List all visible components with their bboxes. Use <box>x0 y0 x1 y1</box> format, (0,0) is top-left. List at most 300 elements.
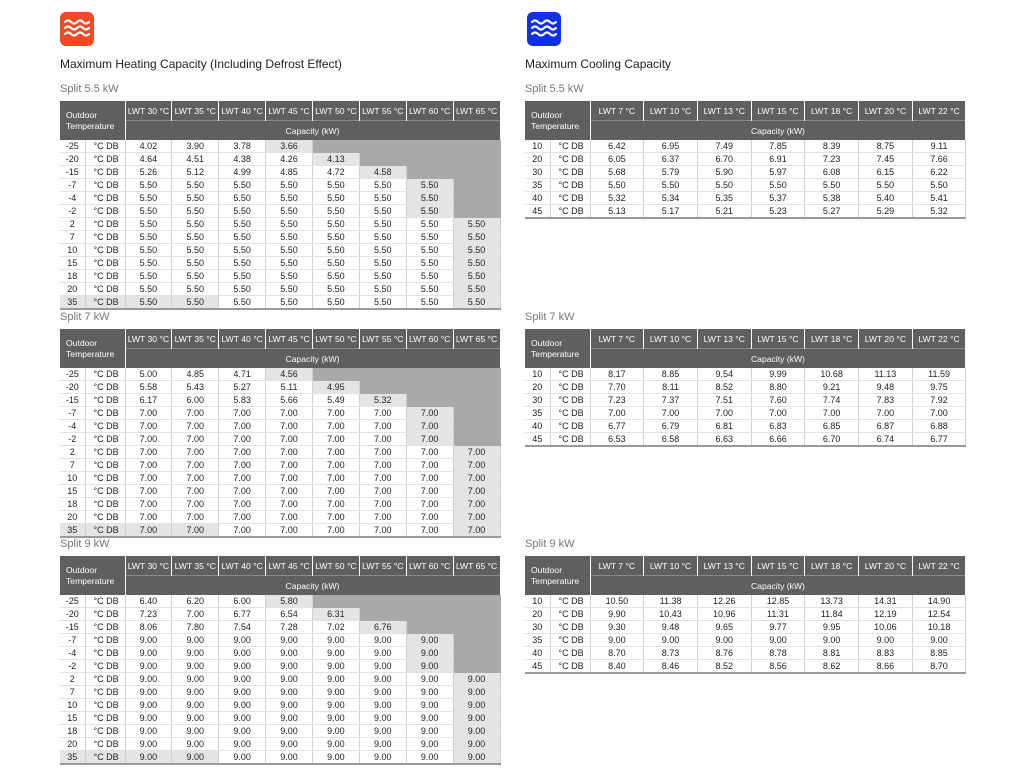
capacity-cell: 7.00 <box>219 511 266 524</box>
lwt-column-header: LWT 35 °C <box>172 556 219 576</box>
outdoor-temperature-header <box>525 101 590 140</box>
capacity-cell: 9.95 <box>805 621 859 634</box>
capacity-cell: 8.66 <box>859 660 913 674</box>
capacity-cell: 7.00 <box>406 459 453 472</box>
cooling-waves-icon <box>527 12 561 46</box>
capacity-cell: 9.00 <box>266 751 313 765</box>
capacity-cell: 6.77 <box>590 420 644 433</box>
capacity-cell: 6.58 <box>644 433 698 447</box>
capacity-cell: 7.00 <box>453 459 500 472</box>
lwt-column-header: LWT 10 °C <box>644 556 698 576</box>
capacity-cell: 7.00 <box>125 498 172 511</box>
capacity-cell: 6.95 <box>644 140 698 153</box>
heating-table-2-title: Split 7 kW <box>60 311 110 323</box>
unit-cell: °C DB <box>85 524 125 538</box>
capacity-cell: 7.00 <box>266 524 313 538</box>
lwt-column-header: LWT 10 °C <box>644 101 698 121</box>
capacity-cell: 8.78 <box>751 647 805 660</box>
capacity-cell: 5.27 <box>805 205 859 219</box>
outdoor-temp-cell: 10 <box>525 595 550 608</box>
capacity-cell: 5.50 <box>125 179 172 192</box>
capacity-cell: 7.00 <box>219 524 266 538</box>
table-row <box>60 394 500 407</box>
capacity-cell: 9.00 <box>406 712 453 725</box>
capacity-cell: 6.91 <box>751 153 805 166</box>
capacity-cell: 5.26 <box>125 166 172 179</box>
capacity-cell: 5.79 <box>644 166 698 179</box>
capacity-cell: 5.50 <box>266 218 313 231</box>
capacity-cell: 5.50 <box>313 270 360 283</box>
unit-cell: °C DB <box>85 381 125 394</box>
capacity-cell: 9.00 <box>406 751 453 765</box>
capacity-cell: 9.75 <box>912 381 966 394</box>
capacity-cell: 6.85 <box>805 420 859 433</box>
capacity-cell: 5.83 <box>219 394 266 407</box>
capacity-cell: 12.19 <box>859 608 913 621</box>
outdoor-temp-cell: 10 <box>525 368 550 381</box>
capacity-cell: 9.00 <box>172 660 219 673</box>
table-row <box>525 179 966 192</box>
heating-table-split-9 <box>60 556 501 765</box>
capacity-cell <box>406 608 453 621</box>
table-row <box>60 381 500 394</box>
capacity-cell: 7.00 <box>313 420 360 433</box>
capacity-cell: 12.54 <box>912 608 966 621</box>
capacity-cell: 7.00 <box>266 446 313 459</box>
capacity-cell: 7.00 <box>172 498 219 511</box>
unit-cell: °C DB <box>85 738 125 751</box>
capacity-cell: 9.00 <box>359 647 406 660</box>
capacity-cell: 7.00 <box>453 446 500 459</box>
capacity-cell: 6.05 <box>590 153 644 166</box>
table-row <box>60 270 500 283</box>
capacity-cell: 5.50 <box>359 179 406 192</box>
capacity-cell: 9.00 <box>219 673 266 686</box>
unit-cell: °C DB <box>550 381 590 394</box>
lwt-column-header: LWT 13 °C <box>697 101 751 121</box>
outdoor-temp-cell: 35 <box>60 751 85 765</box>
outdoor-temp-cell: 35 <box>60 296 85 310</box>
capacity-cell: 4.38 <box>219 153 266 166</box>
capacity-cell: 3.66 <box>266 140 313 153</box>
capacity-cell <box>453 608 500 621</box>
capacity-cell: 9.00 <box>751 634 805 647</box>
lwt-column-header: LWT 45 °C <box>266 556 313 576</box>
lwt-column-header: LWT 35 °C <box>172 101 219 121</box>
capacity-cell: 5.50 <box>219 257 266 270</box>
capacity-cell: 7.00 <box>219 485 266 498</box>
table-row <box>60 712 500 725</box>
capacity-cell: 7.00 <box>406 420 453 433</box>
capacity-cell <box>406 166 453 179</box>
capacity-cell <box>453 140 500 153</box>
capacity-cell: 7.00 <box>219 433 266 446</box>
lwt-column-header: LWT 30 °C <box>125 329 172 349</box>
capacity-cell: 5.50 <box>406 218 453 231</box>
outdoor-temp-cell: -15 <box>60 166 85 179</box>
capacity-cell: 7.00 <box>125 485 172 498</box>
capacity-cell: 5.50 <box>266 270 313 283</box>
capacity-cell: 7.00 <box>219 446 266 459</box>
capacity-cell: 7.00 <box>219 420 266 433</box>
capacity-cell: 5.50 <box>406 231 453 244</box>
capacity-cell: 9.00 <box>219 712 266 725</box>
capacity-cell: 9.00 <box>172 725 219 738</box>
capacity-cell: 9.00 <box>406 673 453 686</box>
capacity-cell: 5.50 <box>172 205 219 218</box>
capacity-cell: 5.37 <box>751 192 805 205</box>
capacity-cell: 7.00 <box>453 485 500 498</box>
outdoor-temperature-header <box>525 329 590 368</box>
capacity-cell: 5.50 <box>453 270 500 283</box>
capacity-cell: 5.50 <box>406 283 453 296</box>
capacity-cell: 9.00 <box>266 647 313 660</box>
outdoor-temperature-header <box>525 556 590 595</box>
capacity-cell: 9.00 <box>125 699 172 712</box>
cooling-table-3-title: Split 9 kW <box>525 538 575 550</box>
capacity-cell: 5.50 <box>359 257 406 270</box>
outdoor-header-line2: Temperature <box>531 120 580 131</box>
capacity-cell <box>406 140 453 153</box>
capacity-cell <box>313 140 360 153</box>
capacity-cell: 9.00 <box>125 738 172 751</box>
capacity-cell: 5.50 <box>266 244 313 257</box>
capacity-cell: 9.11 <box>912 140 966 153</box>
capacity-cell: 11.31 <box>751 608 805 621</box>
capacity-cell: 7.00 <box>313 485 360 498</box>
capacity-cell: 9.00 <box>590 634 644 647</box>
capacity-cell: 7.02 <box>313 621 360 634</box>
capacity-cell: 9.00 <box>313 647 360 660</box>
table-row <box>60 231 500 244</box>
capacity-cell: 7.00 <box>859 407 913 420</box>
table-row <box>60 459 500 472</box>
outdoor-header-line2: Temperature <box>531 575 580 586</box>
capacity-cell: 9.00 <box>644 634 698 647</box>
capacity-cell: 8.81 <box>805 647 859 660</box>
unit-cell: °C DB <box>550 407 590 420</box>
capacity-cell: 9.00 <box>406 660 453 673</box>
capacity-cell: 8.83 <box>859 647 913 660</box>
outdoor-header-line1: Outdoor <box>531 564 563 575</box>
capacity-cell: 9.00 <box>453 673 500 686</box>
capacity-cell: 5.50 <box>751 179 805 192</box>
outdoor-temp-cell: 18 <box>60 498 85 511</box>
capacity-cell: 9.00 <box>313 686 360 699</box>
capacity-cell: 7.00 <box>219 459 266 472</box>
unit-cell: °C DB <box>85 231 125 244</box>
lwt-column-header: LWT 40 °C <box>219 556 266 576</box>
capacity-cell: 7.00 <box>453 511 500 524</box>
capacity-cell <box>359 381 406 394</box>
unit-cell: °C DB <box>550 433 590 447</box>
capacity-cell: 7.00 <box>359 420 406 433</box>
capacity-cell: 9.00 <box>313 712 360 725</box>
capacity-cell: 5.50 <box>359 192 406 205</box>
capacity-cell: 7.00 <box>172 485 219 498</box>
outdoor-header-line2: Temperature <box>531 348 580 359</box>
capacity-cell: 7.00 <box>406 446 453 459</box>
table-row <box>60 699 500 712</box>
table-row <box>60 420 500 433</box>
outdoor-temp-cell: 20 <box>525 153 550 166</box>
capacity-cell: 9.00 <box>219 751 266 765</box>
table-row <box>60 673 500 686</box>
capacity-cell: 7.70 <box>590 381 644 394</box>
outdoor-temp-cell: 45 <box>525 205 550 219</box>
capacity-cell: 11.59 <box>912 368 966 381</box>
table-row <box>525 608 966 621</box>
table-row <box>60 660 500 673</box>
heating-section-title: Maximum Heating Capacity (Including Defrost Effect) <box>60 57 342 71</box>
capacity-cell: 7.00 <box>266 420 313 433</box>
outdoor-header-line1: Outdoor <box>531 109 563 120</box>
unit-cell: °C DB <box>85 153 125 166</box>
capacity-cell: 9.00 <box>125 725 172 738</box>
lwt-column-header: LWT 15 °C <box>751 556 805 576</box>
lwt-column-header: LWT 7 °C <box>590 329 644 349</box>
unit-cell: °C DB <box>550 140 590 153</box>
capacity-cell <box>406 381 453 394</box>
capacity-cell: 10.96 <box>697 608 751 621</box>
capacity-cell: 7.00 <box>172 472 219 485</box>
capacity-cell: 6.83 <box>751 420 805 433</box>
table-row <box>525 407 966 420</box>
capacity-cell: 4.51 <box>172 153 219 166</box>
capacity-cell: 4.58 <box>359 166 406 179</box>
capacity-header: Capacity (kW) <box>125 576 500 596</box>
capacity-cell: 9.00 <box>805 634 859 647</box>
unit-cell: °C DB <box>550 394 590 407</box>
unit-cell: °C DB <box>85 472 125 485</box>
capacity-cell: 5.50 <box>172 296 219 310</box>
capacity-cell: 9.00 <box>125 660 172 673</box>
capacity-cell: 10.68 <box>805 368 859 381</box>
capacity-cell: 9.00 <box>266 699 313 712</box>
capacity-cell: 5.50 <box>219 205 266 218</box>
capacity-cell: 5.21 <box>697 205 751 219</box>
lwt-column-header: LWT 65 °C <box>453 556 500 576</box>
unit-cell: °C DB <box>85 368 125 381</box>
capacity-cell: 7.00 <box>266 459 313 472</box>
capacity-cell: 6.00 <box>219 595 266 608</box>
capacity-cell: 5.50 <box>313 244 360 257</box>
outdoor-temp-cell: 40 <box>525 647 550 660</box>
outdoor-temp-cell: -15 <box>60 394 85 407</box>
heating-table-1-title: Split 5.5 kW <box>60 83 119 95</box>
capacity-cell: 5.50 <box>453 257 500 270</box>
capacity-cell: 7.00 <box>125 420 172 433</box>
table-row <box>60 283 500 296</box>
capacity-cell: 6.08 <box>805 166 859 179</box>
lwt-column-header: LWT 18 °C <box>805 556 859 576</box>
capacity-cell: 9.00 <box>453 686 500 699</box>
table-row <box>60 140 500 153</box>
capacity-cell: 7.00 <box>453 472 500 485</box>
capacity-cell: 9.00 <box>406 686 453 699</box>
table-row <box>525 647 966 660</box>
capacity-cell: 7.00 <box>805 407 859 420</box>
capacity-cell: 5.50 <box>172 283 219 296</box>
capacity-cell: 7.00 <box>644 407 698 420</box>
capacity-cell: 4.72 <box>313 166 360 179</box>
capacity-cell <box>453 621 500 634</box>
capacity-cell: 5.50 <box>125 244 172 257</box>
capacity-cell: 7.00 <box>359 433 406 446</box>
unit-cell: °C DB <box>85 192 125 205</box>
table-row <box>60 621 500 634</box>
capacity-cell <box>359 368 406 381</box>
capacity-cell: 9.00 <box>219 699 266 712</box>
outdoor-temp-cell: -20 <box>60 608 85 621</box>
lwt-column-header: LWT 40 °C <box>219 329 266 349</box>
unit-cell: °C DB <box>85 407 125 420</box>
capacity-cell: 7.83 <box>859 394 913 407</box>
lwt-column-header: LWT 7 °C <box>590 556 644 576</box>
unit-cell: °C DB <box>85 270 125 283</box>
capacity-cell: 6.53 <box>590 433 644 447</box>
capacity-cell: 5.50 <box>219 244 266 257</box>
capacity-cell: 9.65 <box>697 621 751 634</box>
capacity-cell: 9.00 <box>125 673 172 686</box>
capacity-cell: 7.45 <box>859 153 913 166</box>
capacity-cell <box>359 608 406 621</box>
lwt-column-header: LWT 20 °C <box>859 556 913 576</box>
outdoor-temp-cell: 18 <box>60 270 85 283</box>
capacity-cell: 5.41 <box>912 192 966 205</box>
capacity-cell: 9.00 <box>453 751 500 765</box>
capacity-cell: 9.00 <box>125 647 172 660</box>
capacity-cell: 7.00 <box>125 524 172 538</box>
capacity-cell: 9.00 <box>125 712 172 725</box>
unit-cell: °C DB <box>550 608 590 621</box>
capacity-cell: 9.00 <box>859 634 913 647</box>
capacity-cell: 12.85 <box>751 595 805 608</box>
capacity-cell: 9.00 <box>359 751 406 765</box>
capacity-cell: 5.40 <box>859 192 913 205</box>
capacity-cell <box>359 595 406 608</box>
capacity-cell: 5.50 <box>172 257 219 270</box>
table-row <box>525 433 966 447</box>
lwt-column-header: LWT 35 °C <box>172 329 219 349</box>
capacity-cell: 7.80 <box>172 621 219 634</box>
outdoor-temp-cell: 10 <box>525 140 550 153</box>
capacity-cell: 4.64 <box>125 153 172 166</box>
capacity-cell: 5.50 <box>219 192 266 205</box>
capacity-cell: 5.50 <box>266 296 313 310</box>
capacity-cell: 9.00 <box>359 686 406 699</box>
capacity-cell: 5.68 <box>590 166 644 179</box>
lwt-column-header: LWT 10 °C <box>644 329 698 349</box>
unit-cell: °C DB <box>85 498 125 511</box>
capacity-cell <box>359 153 406 166</box>
capacity-cell: 9.30 <box>590 621 644 634</box>
capacity-cell: 5.50 <box>125 231 172 244</box>
capacity-cell: 4.71 <box>219 368 266 381</box>
capacity-cell: 9.00 <box>453 738 500 751</box>
outdoor-header-line2: Temperature <box>66 120 115 131</box>
unit-cell: °C DB <box>85 608 125 621</box>
capacity-cell: 7.00 <box>219 498 266 511</box>
outdoor-temperature-header <box>60 556 125 595</box>
capacity-cell: 7.00 <box>590 407 644 420</box>
capacity-cell: 9.48 <box>644 621 698 634</box>
capacity-cell: 9.00 <box>359 660 406 673</box>
capacity-cell: 12.26 <box>697 595 751 608</box>
capacity-cell: 5.50 <box>125 218 172 231</box>
capacity-cell: 5.50 <box>406 179 453 192</box>
capacity-cell: 7.00 <box>266 485 313 498</box>
capacity-cell: 5.38 <box>805 192 859 205</box>
capacity-cell: 10.18 <box>912 621 966 634</box>
capacity-cell: 9.00 <box>266 712 313 725</box>
capacity-cell: 5.50 <box>644 179 698 192</box>
capacity-cell: 9.00 <box>406 647 453 660</box>
capacity-cell: 7.54 <box>219 621 266 634</box>
capacity-cell: 9.00 <box>219 738 266 751</box>
heating-waves-icon <box>60 12 94 46</box>
capacity-cell <box>453 166 500 179</box>
table-row <box>525 166 966 179</box>
unit-cell: °C DB <box>85 725 125 738</box>
table-row <box>60 595 500 608</box>
capacity-cell: 5.66 <box>266 394 313 407</box>
outdoor-header-line2: Temperature <box>66 575 115 586</box>
capacity-cell: 10.06 <box>859 621 913 634</box>
outdoor-temp-cell: 35 <box>525 407 550 420</box>
lwt-column-header: LWT 22 °C <box>912 329 966 349</box>
capacity-cell: 9.00 <box>313 738 360 751</box>
capacity-cell: 5.11 <box>266 381 313 394</box>
unit-cell: °C DB <box>85 485 125 498</box>
capacity-cell: 6.77 <box>219 608 266 621</box>
outdoor-temp-cell: -7 <box>60 634 85 647</box>
capacity-cell: 5.50 <box>219 283 266 296</box>
outdoor-temp-cell: 2 <box>60 218 85 231</box>
capacity-cell: 5.50 <box>219 296 266 310</box>
capacity-cell: 10.50 <box>590 595 644 608</box>
capacity-cell: 7.85 <box>751 140 805 153</box>
capacity-cell: 5.50 <box>453 283 500 296</box>
capacity-cell <box>453 368 500 381</box>
capacity-cell: 6.31 <box>313 608 360 621</box>
capacity-cell: 5.50 <box>359 205 406 218</box>
capacity-cell <box>453 660 500 673</box>
table-row <box>525 192 966 205</box>
capacity-cell: 5.50 <box>172 270 219 283</box>
capacity-cell: 5.50 <box>859 179 913 192</box>
capacity-cell: 4.56 <box>266 368 313 381</box>
capacity-cell: 5.50 <box>125 296 172 310</box>
capacity-cell: 9.00 <box>219 686 266 699</box>
cooling-section-title: Maximum Cooling Capacity <box>525 57 672 71</box>
capacity-cell: 9.00 <box>266 738 313 751</box>
capacity-cell <box>453 205 500 218</box>
capacity-header: Capacity (kW) <box>590 121 966 141</box>
lwt-column-header: LWT 45 °C <box>266 329 313 349</box>
capacity-cell: 7.28 <box>266 621 313 634</box>
unit-cell: °C DB <box>85 751 125 765</box>
capacity-cell: 9.00 <box>125 686 172 699</box>
capacity-cell: 5.32 <box>912 205 966 219</box>
heating-table-3-title: Split 9 kW <box>60 538 110 550</box>
unit-cell: °C DB <box>85 660 125 673</box>
capacity-cell: 7.00 <box>359 485 406 498</box>
capacity-cell: 7.00 <box>313 459 360 472</box>
capacity-cell: 9.99 <box>751 368 805 381</box>
capacity-cell: 9.00 <box>172 699 219 712</box>
outdoor-temp-cell: 20 <box>525 608 550 621</box>
